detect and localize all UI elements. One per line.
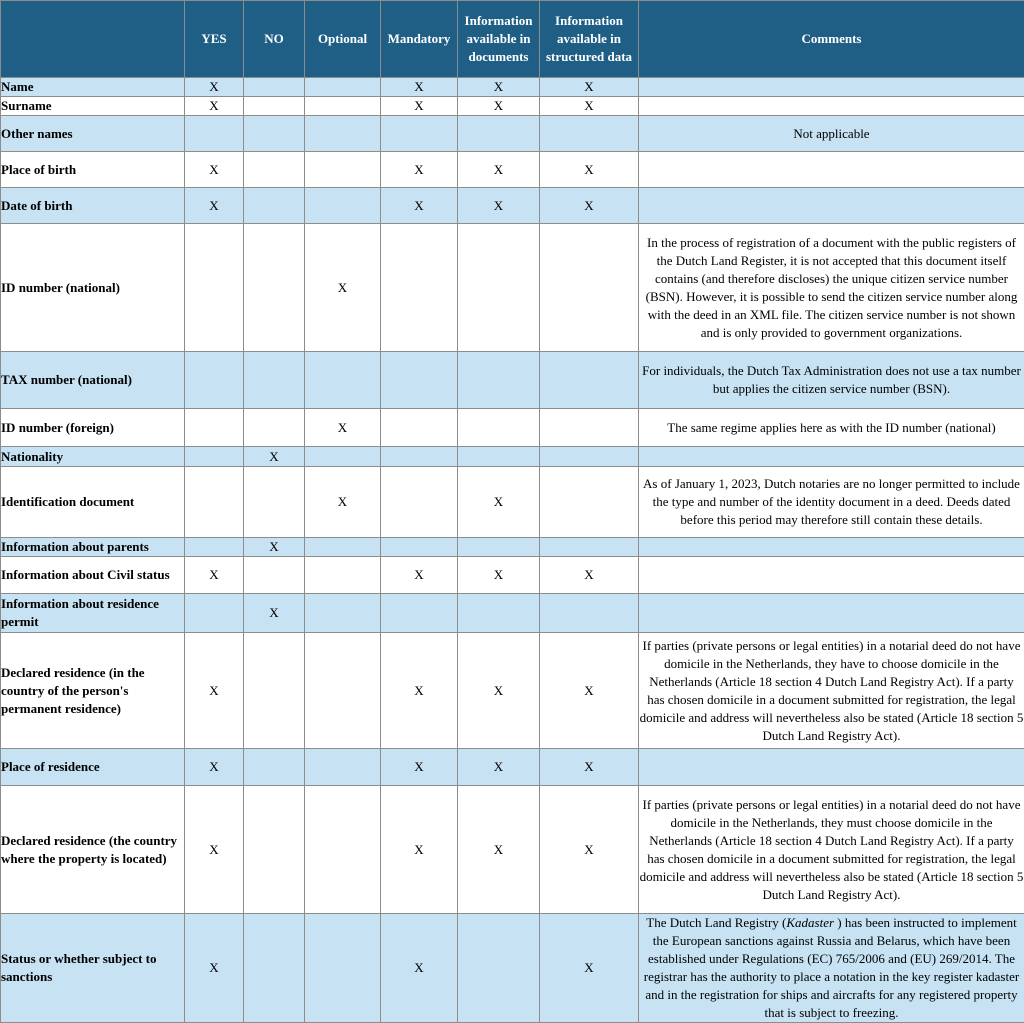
cell-optional [305, 78, 381, 97]
cell-optional [305, 188, 381, 224]
cell-docs [458, 538, 540, 557]
cell-comment: In the process of registration of a document with the public registers of the Dutch Land Register, it is not accepted that this document itself contains (and therefore discloses) the unique citizen service number (BSN). However, it is possible to send the citizen service number along with the deed in an XML file. The citizen service number is not shown and is only provided to government organizations. [639, 224, 1024, 352]
cell-structured [540, 116, 639, 152]
cell-docs [458, 224, 540, 352]
cell-mandatory: X [381, 786, 458, 914]
cell-docs: X [458, 786, 540, 914]
cell-comment: If parties (private persons or legal entities) in a notarial deed do not have domicile in the Netherlands, they must choose domicile in the Netherlands (Article 18 section 4 Dutch Land Registry Act). If a party has chosen domicile in a document submitted for registration, the legal domicile and address will nevertheless also be stated (Article 18 section 5 Dutch Land Registry Act). [639, 786, 1024, 914]
row-label: TAX number (national) [1, 352, 185, 409]
cell-structured: X [540, 914, 639, 1023]
cell-docs: X [458, 749, 540, 786]
cell-comment: Not applicable [639, 116, 1024, 152]
table-row [1, 786, 1024, 914]
cell-yes: X [185, 557, 244, 594]
cell-yes [185, 467, 244, 538]
header-docs-line: Information [465, 13, 533, 28]
cell-no [244, 914, 305, 1023]
cell-structured: X [540, 749, 639, 786]
cell-no [244, 152, 305, 188]
cell-mandatory [381, 538, 458, 557]
cell-mandatory: X [381, 633, 458, 749]
cell-docs [458, 116, 540, 152]
cell-structured: X [540, 78, 639, 97]
cell-structured: X [540, 152, 639, 188]
cell-docs: X [458, 78, 540, 97]
cell-mandatory [381, 116, 458, 152]
cell-no: X [244, 447, 305, 467]
cell-comment [639, 447, 1024, 467]
cell-yes [185, 409, 244, 447]
cell-yes [185, 447, 244, 467]
row-label: Identification document [1, 467, 185, 538]
row-label: Declared residence (the country where the property is located) [1, 786, 185, 914]
comment-text: The Dutch Land Registry ( [646, 915, 786, 930]
cell-comment [639, 97, 1024, 116]
cell-docs: X [458, 467, 540, 538]
cell-no [244, 116, 305, 152]
cell-mandatory: X [381, 749, 458, 786]
cell-docs: X [458, 188, 540, 224]
cell-docs [458, 914, 540, 1023]
cell-yes: X [185, 188, 244, 224]
row-label: Status or whether subject to sanctions [1, 914, 185, 1023]
cell-yes: X [185, 152, 244, 188]
cell-mandatory: X [381, 914, 458, 1023]
cell-no [244, 224, 305, 352]
cell-optional [305, 116, 381, 152]
header-no: NO [244, 1, 305, 78]
cell-no [244, 97, 305, 116]
row-label: Surname [1, 97, 185, 116]
cell-docs: X [458, 557, 540, 594]
row-label: Other names [1, 116, 185, 152]
cell-structured: X [540, 633, 639, 749]
table-row [1, 749, 1024, 786]
cell-optional: X [305, 467, 381, 538]
cell-optional [305, 97, 381, 116]
table-row [1, 188, 1024, 224]
cell-structured: X [540, 557, 639, 594]
cell-no: X [244, 538, 305, 557]
cell-yes: X [185, 786, 244, 914]
cell-mandatory [381, 447, 458, 467]
cell-yes: X [185, 749, 244, 786]
cell-yes [185, 116, 244, 152]
cell-docs [458, 409, 540, 447]
table-row [1, 633, 1024, 749]
cell-comment [639, 557, 1024, 594]
row-label: Name [1, 78, 185, 97]
cell-structured: X [540, 786, 639, 914]
cell-docs: X [458, 633, 540, 749]
table-row [1, 914, 1024, 1023]
cell-no: X [244, 594, 305, 633]
header-field [1, 1, 185, 78]
cell-structured: X [540, 188, 639, 224]
cell-mandatory: X [381, 557, 458, 594]
cell-optional [305, 633, 381, 749]
cell-docs [458, 352, 540, 409]
row-label: Date of birth [1, 188, 185, 224]
cell-optional [305, 538, 381, 557]
cell-optional [305, 786, 381, 914]
cell-no [244, 786, 305, 914]
header-structured-line: available in [557, 31, 621, 46]
cell-no [244, 557, 305, 594]
cell-optional [305, 914, 381, 1023]
cell-optional [305, 352, 381, 409]
cell-structured [540, 538, 639, 557]
header-docs-line: available in [467, 31, 531, 46]
cell-optional [305, 557, 381, 594]
cell-yes [185, 352, 244, 409]
cell-mandatory: X [381, 188, 458, 224]
cell-comment [639, 152, 1024, 188]
row-label: Information about parents [1, 538, 185, 557]
cell-yes: X [185, 914, 244, 1023]
cell-no [244, 78, 305, 97]
row-label: Place of residence [1, 749, 185, 786]
cell-structured [540, 409, 639, 447]
cell-optional [305, 594, 381, 633]
cell-optional [305, 447, 381, 467]
cell-docs [458, 594, 540, 633]
row-label: Information about residence permit [1, 594, 185, 633]
cell-comment: For individuals, the Dutch Tax Administration does not use a tax number but applies the citizen service number (BSN). [639, 352, 1024, 409]
row-label: Declared residence (in the country of the person's permanent residence) [1, 633, 185, 749]
header-mandatory: Mandatory [381, 1, 458, 78]
cell-no [244, 352, 305, 409]
row-label: ID number (foreign) [1, 409, 185, 447]
cell-comment: As of January 1, 2023, Dutch notaries are no longer permitted to include the type and number of the identity document in a deed. Deeds dated before this period may therefore still contain these details. [639, 467, 1024, 538]
cell-structured: X [540, 97, 639, 116]
cell-comment [639, 78, 1024, 97]
table-row [1, 224, 1024, 352]
table-row [1, 97, 1024, 116]
table-row [1, 447, 1024, 467]
cell-comment [639, 538, 1024, 557]
cell-structured [540, 224, 639, 352]
header-structured-line: structured data [546, 49, 632, 64]
cell-docs: X [458, 152, 540, 188]
cell-no [244, 409, 305, 447]
header-docs-line: documents [469, 49, 529, 64]
comment-text: ) has been instructed to implement the European sanctions against Russia and Belarus, which have been established under Regulations (EC) 765/2006 and (EU) 269/2014. The registrar has the authority to place a notation in the key register kadaster and in the registration for ships and aircrafts for any registered property that is subject to freezing. [644, 915, 1019, 1020]
cell-mandatory: X [381, 97, 458, 116]
cell-comment: If parties (private persons or legal entities) in a notarial deed do not have domicile in the Netherlands, they have to choose domicile in the Netherlands (Article 18 section 4 Dutch Land Registry Act). If a party has chosen domicile in a document submitted for registration, the legal domicile and address will nevertheless also be stated (Article 18 section 5 Dutch Land Registry Act). [639, 633, 1024, 749]
cell-optional [305, 749, 381, 786]
cell-mandatory [381, 352, 458, 409]
header-row [1, 1, 1024, 78]
table-row [1, 409, 1024, 447]
header-info-in-documents [458, 1, 540, 78]
table-row [1, 352, 1024, 409]
cell-mandatory [381, 224, 458, 352]
cell-yes [185, 594, 244, 633]
cell-structured [540, 447, 639, 467]
table-row [1, 594, 1024, 633]
cell-no [244, 467, 305, 538]
table-row [1, 78, 1024, 97]
cell-comment [639, 914, 1024, 1023]
cell-structured [540, 594, 639, 633]
cell-yes: X [185, 78, 244, 97]
row-label: Nationality [1, 447, 185, 467]
cell-no [244, 188, 305, 224]
cell-yes: X [185, 97, 244, 116]
cell-optional [305, 152, 381, 188]
cell-structured [540, 352, 639, 409]
cell-no [244, 749, 305, 786]
header-yes: YES [185, 1, 244, 78]
header-info-in-structured-data [540, 1, 639, 78]
cell-comment [639, 188, 1024, 224]
header-structured-line: Information [555, 13, 623, 28]
cell-mandatory [381, 467, 458, 538]
row-label: Information about Civil status [1, 557, 185, 594]
cell-comment [639, 749, 1024, 786]
cell-mandatory: X [381, 78, 458, 97]
comment-emphasis: Kadaster [786, 915, 834, 930]
cell-mandatory [381, 409, 458, 447]
row-label: ID number (national) [1, 224, 185, 352]
cell-docs [458, 447, 540, 467]
table-row [1, 467, 1024, 538]
table-row [1, 116, 1024, 152]
cell-yes [185, 224, 244, 352]
cell-mandatory [381, 594, 458, 633]
row-label: Place of birth [1, 152, 185, 188]
cell-structured [540, 467, 639, 538]
table-row [1, 538, 1024, 557]
cell-no [244, 633, 305, 749]
cell-yes: X [185, 633, 244, 749]
cell-docs: X [458, 97, 540, 116]
header-comments: Comments [639, 1, 1024, 78]
header-optional: Optional [305, 1, 381, 78]
cell-comment: The same regime applies here as with the ID number (national) [639, 409, 1024, 447]
cell-comment [639, 594, 1024, 633]
cell-optional: X [305, 409, 381, 447]
cell-yes [185, 538, 244, 557]
cell-optional: X [305, 224, 381, 352]
cell-mandatory: X [381, 152, 458, 188]
table-row [1, 557, 1024, 594]
table-row [1, 152, 1024, 188]
